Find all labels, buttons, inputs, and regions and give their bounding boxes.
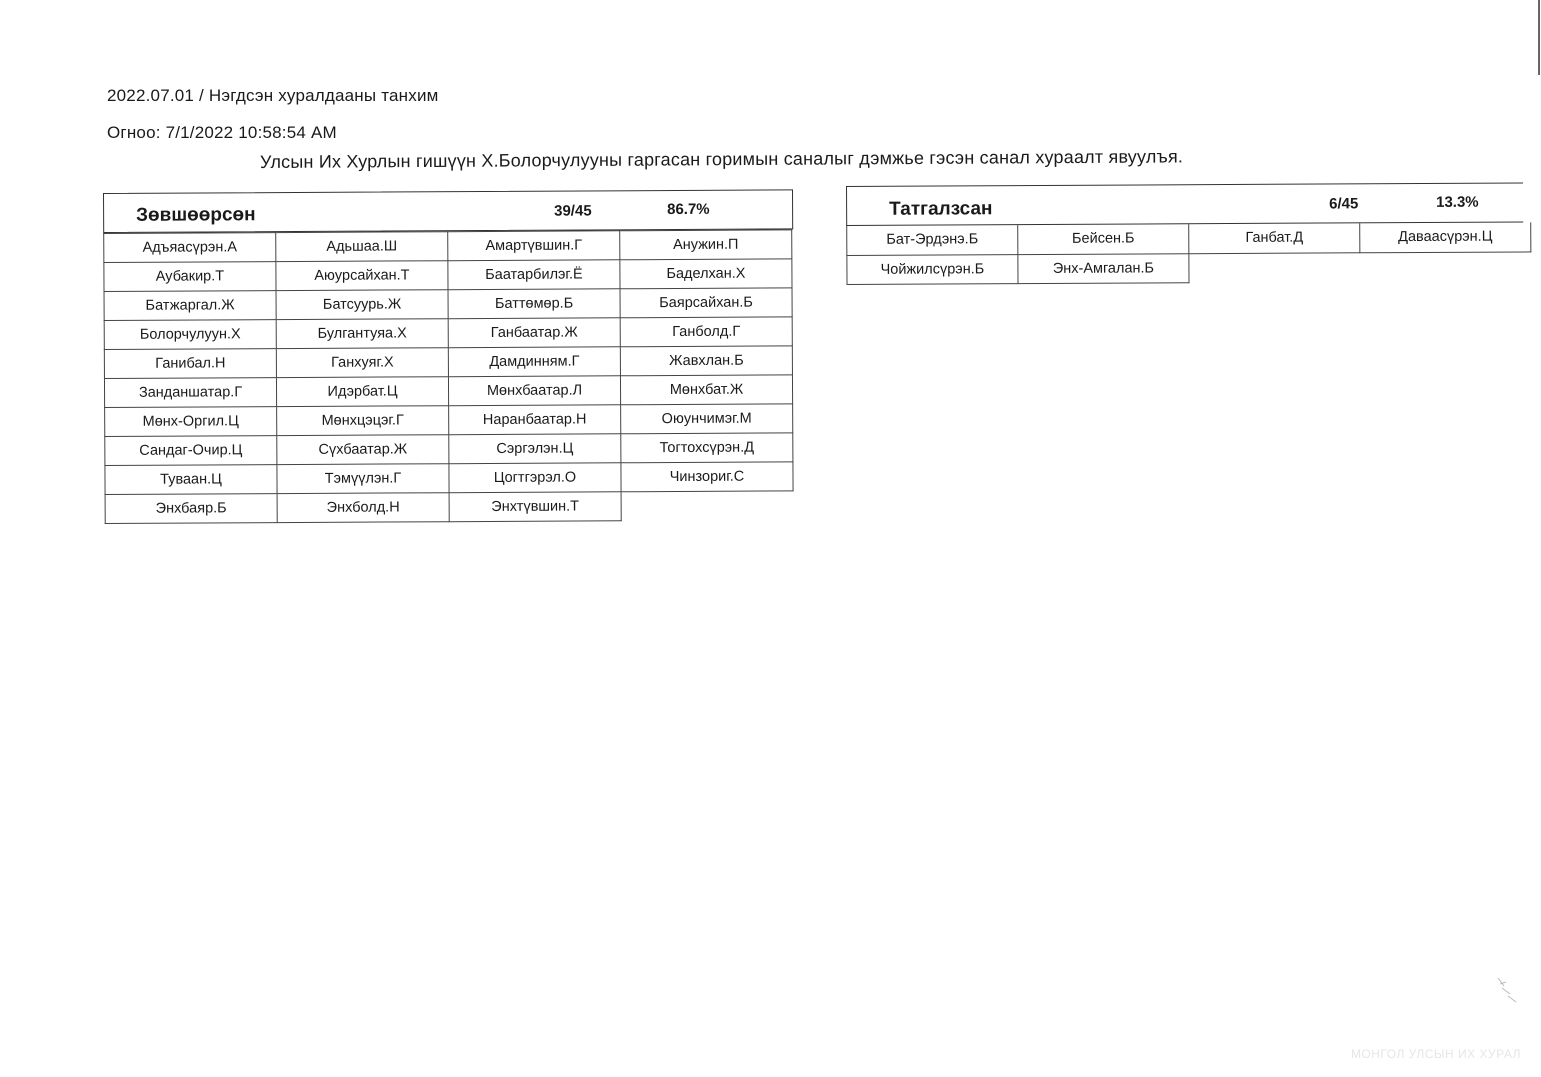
member-name-cell	[621, 491, 793, 521]
member-name-cell: Тогтохсүрэн.Д	[621, 433, 793, 463]
approved-section	[103, 189, 795, 524]
member-name-cell: Баатарбилэг.Ё	[448, 260, 620, 290]
table-row	[104, 346, 792, 379]
approved-percent: 86.7%	[667, 200, 710, 219]
member-name-cell: Сүхбаатар.Ж	[277, 435, 449, 465]
vote-timestamp: Огноо: 7/1/2022 10:58:54 AM	[107, 123, 337, 142]
member-name-cell	[1189, 252, 1360, 282]
member-name-cell: Энх-Амгалан.Б	[1018, 253, 1189, 283]
member-name-cell: Мөнхбаатар.Л	[448, 376, 620, 406]
table-row	[105, 491, 793, 524]
scan-edge-line	[1538, 0, 1540, 75]
member-name-cell: Энхбаяр.Б	[105, 494, 277, 524]
member-name-cell: Адъяасүрэн.А	[104, 233, 276, 263]
session-title: 2022.07.01 / Нэгдсэн хуралдааны танхим	[107, 86, 439, 105]
member-name-cell: Ганибал.Н	[104, 349, 276, 379]
approved-count: 39/45	[554, 202, 592, 220]
rejected-names-table	[846, 222, 1531, 284]
member-name-cell: Идэрбат.Ц	[276, 377, 448, 407]
member-name-cell: Баделхан.Х	[620, 259, 792, 289]
member-name-cell: Энхтүвшин.Т	[449, 492, 621, 522]
rejected-count: 6/45	[1329, 195, 1359, 213]
member-name-cell: Мөнхбат.Ж	[620, 375, 792, 405]
rejected-header	[846, 182, 1523, 226]
table-row	[105, 462, 793, 495]
table-row	[847, 222, 1531, 255]
scan-artifact-icon	[1496, 976, 1518, 1006]
table-row	[105, 433, 793, 466]
table-row	[104, 317, 792, 350]
rejected-percent: 13.3%	[1436, 193, 1479, 211]
member-name-cell: Анужин.П	[620, 230, 792, 260]
member-name-cell: Занданшатар.Г	[104, 378, 276, 408]
member-name-cell: Тэмүүлэн.Г	[277, 464, 449, 494]
member-name-cell: Бат-Эрдэнэ.Б	[847, 225, 1018, 255]
rejected-title: Татгалзсан	[889, 198, 993, 220]
member-name-cell: Жавхлан.Б	[620, 346, 792, 376]
motion-text: Улсын Их Хурлын гишүүн Х.Болорчулууны гаргасан горимын саналыг дэмжье гэсэн санал хураалт явуулъя.	[259, 146, 1184, 172]
member-name-cell: Ганболд.Г	[620, 317, 792, 347]
member-name-cell: Дамдинням.Г	[448, 347, 620, 377]
watermark: МОНГОЛ УЛСЫН ИХ ХУРАЛ	[1350, 1047, 1521, 1061]
member-name-cell: Баярсайхан.Б	[620, 288, 792, 318]
member-name-cell: Чойжилсүрэн.Б	[847, 254, 1018, 284]
table-row	[105, 404, 793, 437]
table-row	[104, 230, 792, 263]
member-name-cell: Энхболд.Н	[277, 493, 449, 523]
member-name-cell: Цогтгэрэл.О	[449, 463, 621, 493]
member-name-cell: Наранбаатар.Н	[449, 405, 621, 435]
member-name-cell: Амартүвшин.Г	[448, 231, 620, 261]
member-name-cell: Бейсен.Б	[1018, 224, 1189, 254]
approved-title: Зөвшөөрсөн	[136, 204, 256, 226]
member-name-cell: Чинзориг.С	[621, 462, 793, 492]
member-name-cell: Ганбаатар.Ж	[448, 318, 620, 348]
table-row	[847, 251, 1531, 284]
member-name-cell: Даваасүрэн.Ц	[1360, 222, 1531, 252]
approved-header	[103, 189, 793, 233]
member-name-cell: Сандаг-Очир.Ц	[105, 436, 277, 466]
member-name-cell	[1360, 251, 1531, 281]
member-name-cell: Ганхуяг.Х	[276, 348, 448, 378]
member-name-cell: Мөнхцэцэг.Г	[277, 406, 449, 436]
member-name-cell: Аубакир.Т	[104, 262, 276, 292]
member-name-cell: Адьшаа.Ш	[276, 232, 448, 262]
member-name-cell: Аюурсайхан.Т	[276, 261, 448, 291]
approved-names-table	[103, 229, 794, 524]
member-name-cell: Мөнх-Оргил.Ц	[105, 407, 277, 437]
table-row	[104, 375, 792, 408]
member-name-cell: Оюунчимэг.М	[621, 404, 793, 434]
member-name-cell: Сэргэлэн.Ц	[449, 434, 621, 464]
member-name-cell: Туваан.Ц	[105, 465, 277, 495]
member-name-cell: Ганбат.Д	[1189, 223, 1360, 253]
member-name-cell: Булгантуяа.Х	[276, 319, 448, 349]
member-name-cell: Болорчулуун.Х	[104, 320, 276, 350]
member-name-cell: Батжаргал.Ж	[104, 291, 276, 321]
table-row	[104, 259, 792, 292]
member-name-cell: Батсуурь.Ж	[276, 290, 448, 320]
rejected-section	[846, 182, 1532, 284]
member-name-cell: Баттөмөр.Б	[448, 289, 620, 319]
table-row	[104, 288, 792, 321]
